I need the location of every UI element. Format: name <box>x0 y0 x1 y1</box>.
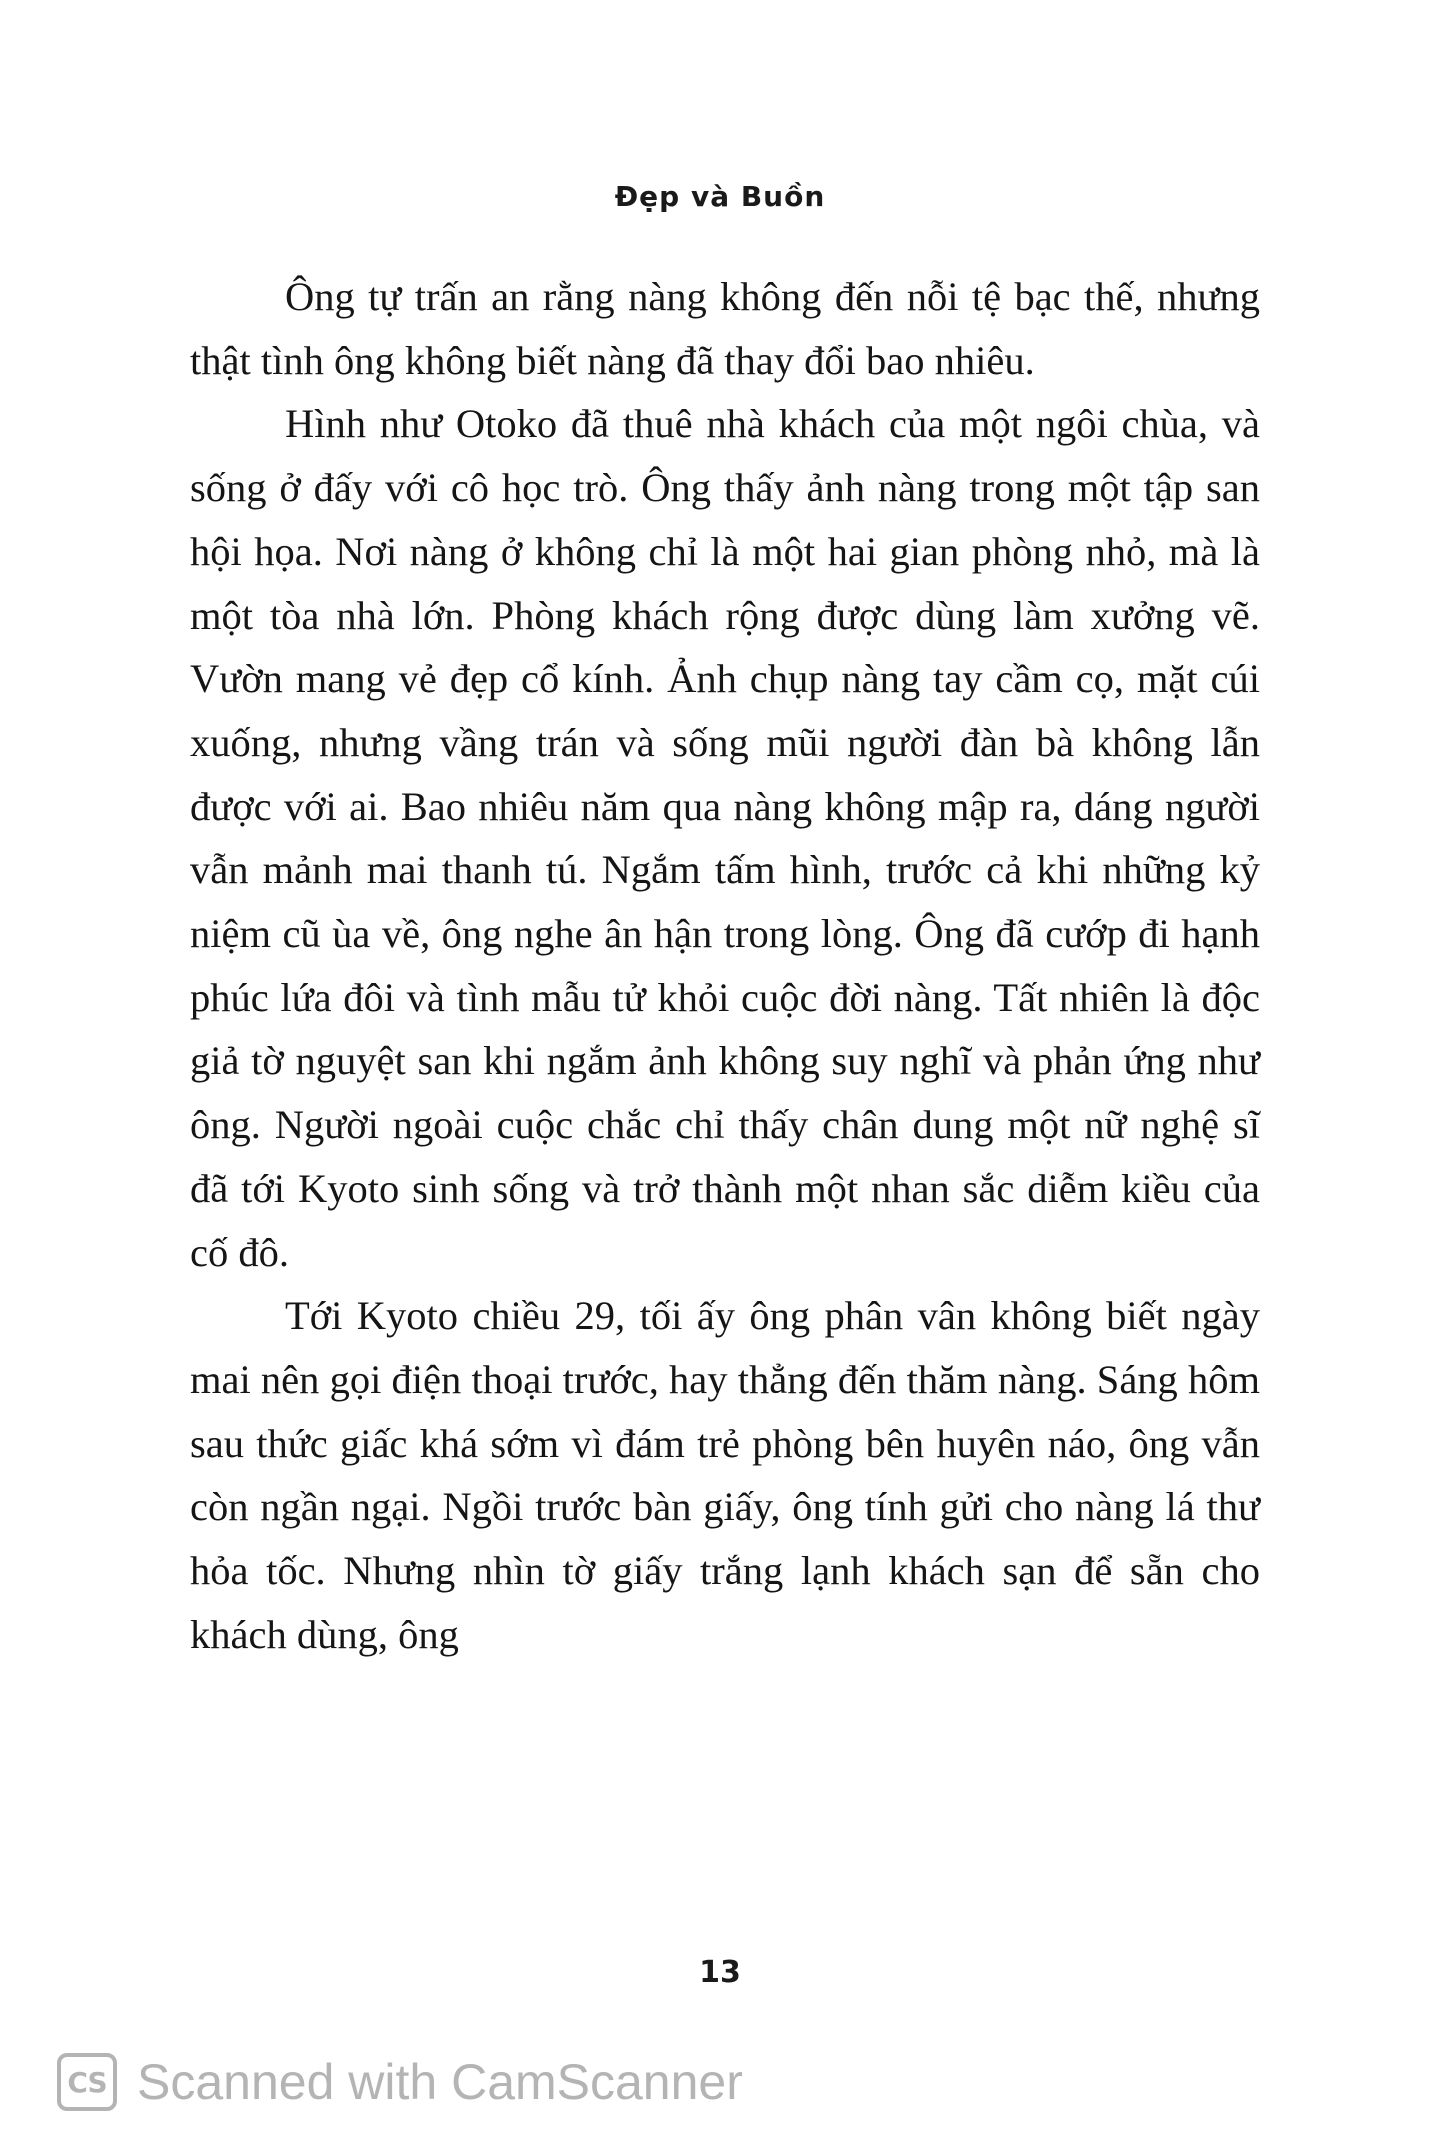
camscanner-logo-icon: CS <box>57 2053 117 2111</box>
camscanner-watermark <box>57 2052 743 2112</box>
paragraph-2: Hình như Otoko đã thuê nhà khách của một ngôi chùa, và sống ở đấy với cô học trò. Ông thấy ảnh nàng trong một tập san hội họa. Nơi nàng ở không chỉ là một hai gian phòng nhỏ, mà là một tòa nhà lớn. Phòng khách rộng được dùng làm xưởng vẽ. Vườn mang vẻ đẹp cổ kính. Ảnh chụp nàng tay cầm cọ, mặt cúi xuống, nhưng vầng trán và sống mũi người đàn bà không lẫn được với ai. Bao nhiêu năm qua nàng không mập ra, dáng người vẫn mảnh mai thanh tú. Ngắm tấm hình, trước cả khi những kỷ niệm cũ ùa về, ông nghe ân hận trong lòng. Ông đã cướp đi hạnh phúc lứa đôi và tình mẫu tử khỏi cuộc đời nàng. Tất nhiên là độc giả tờ nguyệt san khi ngắm ảnh không suy nghĩ và phản ứng như ông. Người ngoài cuộc chắc chỉ thấy chân dung một nữ nghệ sĩ đã tới Kyoto sinh sống và trở thành một nhan sắc diễm kiều của cố đô. <box>190 401 1260 1275</box>
body-text <box>190 265 1260 1666</box>
running-header: Đẹp và Buồn <box>614 180 826 213</box>
paragraph-3: Tới Kyoto chiều 29, tối ấy ông phân vân không biết ngày mai nên gọi điện thoại trước, hay thẳng đến thăm nàng. Sáng hôm sau thức giấc khá sớm vì đám trẻ phòng bên huyên náo, ông vẫn còn ngần ngại. Ngồi trước bàn giấy, ông tính gửi cho nàng lá thư hỏa tốc. Nhưng nhìn tờ giấy trắng lạnh khách sạn để sẵn cho khách dùng, ông <box>190 1293 1260 1657</box>
page-number: 13 <box>699 1955 741 1990</box>
paragraph-1: Ông tự trấn an rằng nàng không đến nỗi tệ bạc thế, nhưng thật tình ông không biết nàng đã thay đổi bao nhiêu. <box>190 274 1260 383</box>
camscanner-label: Scanned with CamScanner <box>137 2054 743 2110</box>
